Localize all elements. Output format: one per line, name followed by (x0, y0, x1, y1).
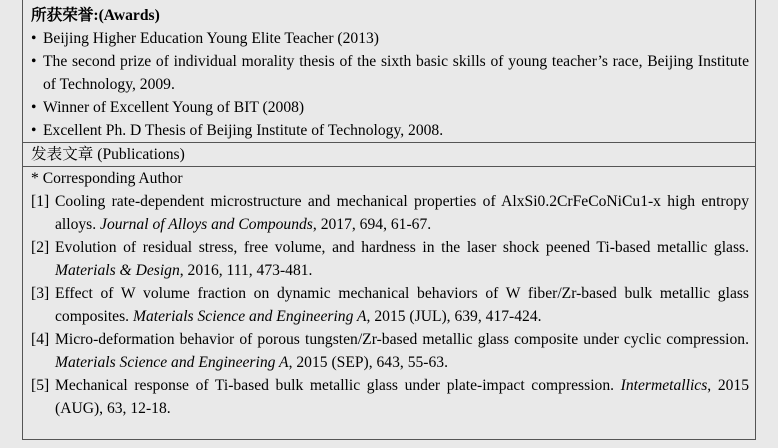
publications-section (23, 167, 755, 420)
award-item (31, 50, 749, 96)
reference-item (31, 236, 749, 282)
publications-title: 发表文章 (Publications) (31, 146, 185, 163)
reference-text: Effect of W volume fraction on dynamic mechanical behaviors of W fiber/Zr-based bulk metallic glass composites. (55, 285, 749, 325)
content-frame (22, 0, 756, 440)
award-item (31, 27, 749, 50)
award-text: Beijing Higher Education Young Elite Teacher (2013) (43, 30, 379, 47)
reference-number: [5] (31, 377, 50, 394)
reference-item (31, 190, 749, 236)
reference-journal: Journal of Alloys and Compounds (100, 216, 313, 233)
reference-journal: Intermetallics (620, 377, 708, 394)
award-text: Excellent Ph. D Thesis of Beijing Institute of Technology, 2008. (43, 122, 444, 139)
reference-number: [2] (31, 239, 50, 256)
reference-body (55, 328, 749, 374)
reference-item (31, 374, 749, 420)
bullet-icon: • (31, 53, 37, 70)
reference-journal: Materials & Design (55, 262, 180, 279)
corresponding-author-note: * Corresponding Author (31, 170, 183, 187)
reference-item (31, 328, 749, 374)
reference-details: , 2015 (SEP), 643, 55-63. (288, 354, 448, 371)
award-text: The second prize of individual morality thesis of the sixth basic skills of young teacher’s race, Beijing Institute of Technology, 2009. (43, 53, 749, 93)
awards-title: 所获荣誉:(Awards) (31, 7, 160, 24)
reference-body (55, 190, 749, 236)
reference-details: , 2016, 111, 473-481. (179, 262, 313, 279)
bullet-icon: • (31, 122, 37, 139)
award-item (31, 119, 749, 142)
reference-journal: Materials Science and Engineering A (55, 354, 289, 371)
reference-body (55, 282, 749, 328)
awards-section (23, 4, 755, 142)
award-item (31, 96, 749, 119)
reference-number: [4] (31, 331, 50, 348)
award-text: Winner of Excellent Young of BIT (2008) (43, 99, 305, 116)
bullet-icon: • (31, 30, 37, 47)
bullet-icon: • (31, 99, 37, 116)
reference-body (55, 374, 749, 420)
reference-number: [1] (31, 193, 50, 210)
reference-item (31, 282, 749, 328)
reference-details: , 2015 (JUL), 639, 417-424. (366, 308, 542, 325)
reference-text: Cooling rate-dependent microstructure and mechanical properties of AlxSi0.2CrFeCoNiCu1-x high entropy alloys. (55, 193, 749, 233)
reference-text: Mechanical response of Ti-based bulk metallic glass under plate-impact compression. (55, 377, 621, 394)
reference-text: Evolution of residual stress, free volume, and hardness in the laser shock peened Ti-based metallic glass. (55, 239, 749, 256)
reference-details: , 2017, 694, 61-67. (312, 216, 432, 233)
reference-body (55, 236, 749, 282)
reference-details: , 2015 (AUG), 63, 12-18. (55, 377, 750, 417)
reference-number: [3] (31, 285, 50, 302)
reference-journal: Materials Science and Engineering A (132, 308, 367, 325)
reference-text: Micro-deformation behavior of porous tungsten/Zr-based metallic glass composite under cyclic compression. (55, 331, 749, 348)
